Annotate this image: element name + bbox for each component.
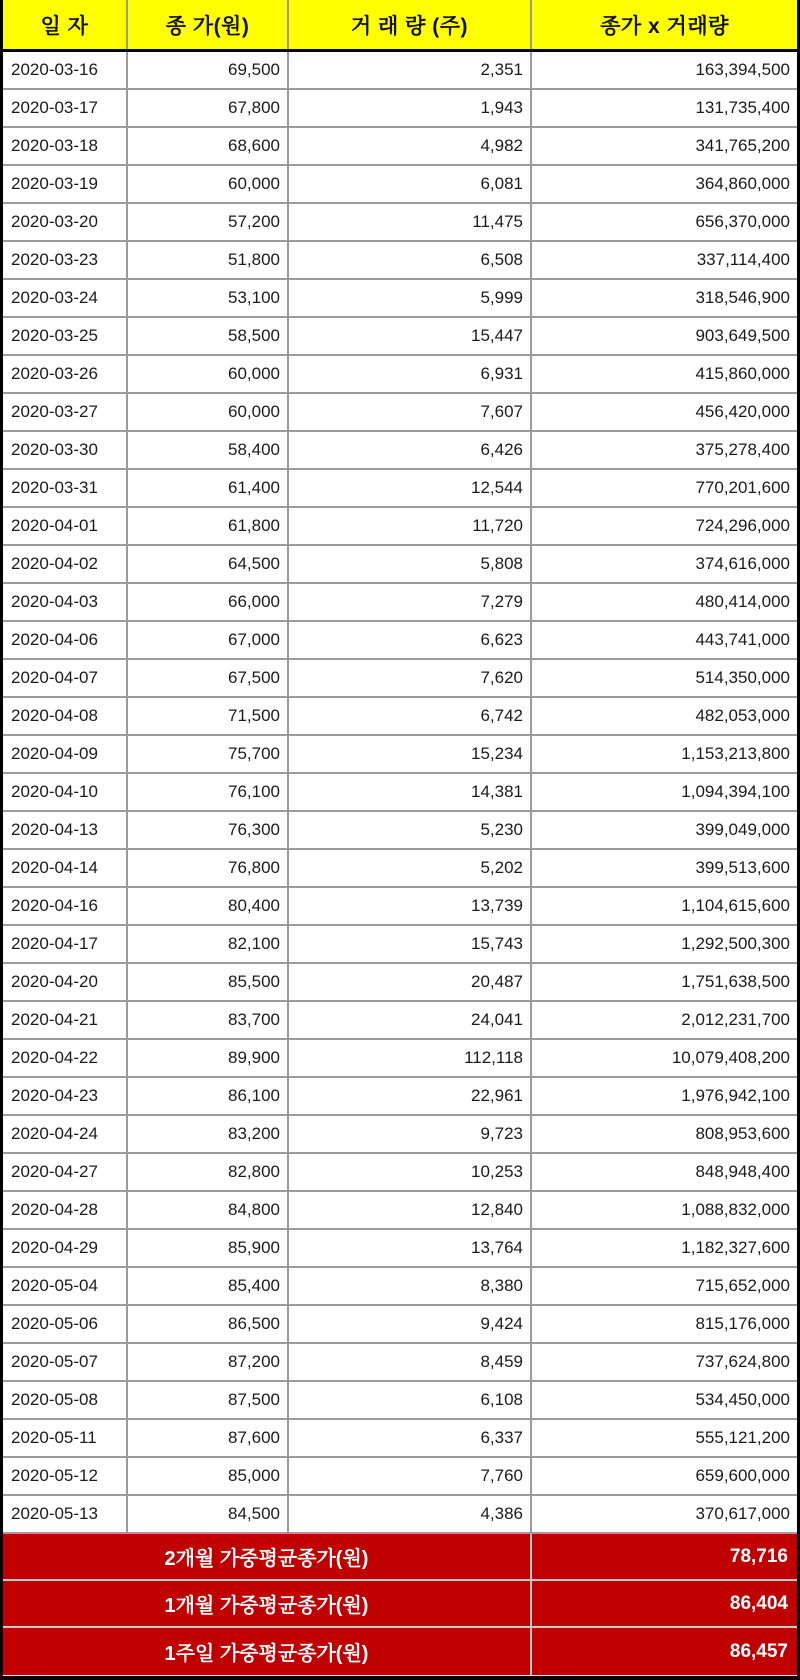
closing-price-cell: 89,900 [128, 1040, 289, 1076]
date-cell: 2020-03-25 [3, 318, 128, 354]
table-row [3, 660, 797, 698]
closing-price-cell: 67,500 [128, 660, 289, 696]
closing-price-cell: 87,500 [128, 1382, 289, 1418]
table-summary [3, 1534, 797, 1675]
date-cell: 2020-03-24 [3, 280, 128, 316]
date-cell: 2020-04-29 [3, 1230, 128, 1266]
closing-price-cell: 67,800 [128, 90, 289, 126]
price-times-volume-cell: 2,012,231,700 [681, 1010, 790, 1029]
closing-price-cell: 58,500 [128, 318, 289, 354]
table-row [3, 584, 797, 622]
price-times-volume-cell: 1,751,638,500 [681, 972, 790, 991]
price-times-volume-cell: 341,765,200 [695, 136, 790, 155]
volume-cell: 22,961 [289, 1078, 532, 1114]
date-cell: 2020-03-23 [3, 242, 128, 278]
price-times-volume-cell: 1,153,213,800 [681, 744, 790, 763]
table-row [3, 1458, 797, 1496]
summary-label: 1개월 가중평균종가(원) [3, 1581, 532, 1626]
price-times-volume-cell: 1,976,942,100 [681, 1086, 790, 1105]
volume-cell: 13,764 [289, 1230, 532, 1266]
date-cell: 2020-05-07 [3, 1344, 128, 1380]
volume-cell: 12,544 [289, 470, 532, 506]
volume-cell: 8,380 [289, 1268, 532, 1304]
volume-cell: 4,386 [289, 1496, 532, 1532]
date-cell: 2020-03-18 [3, 128, 128, 164]
closing-price-cell: 60,000 [128, 166, 289, 202]
closing-price-cell: 75,700 [128, 736, 289, 772]
price-times-volume-cell: 375,278,400 [695, 440, 790, 459]
price-times-volume-cell: 443,741,000 [695, 630, 790, 649]
volume-cell: 11,475 [289, 204, 532, 240]
volume-cell: 7,620 [289, 660, 532, 696]
closing-price-cell: 85,400 [128, 1268, 289, 1304]
table-row [3, 1230, 797, 1268]
price-times-volume-cell: 656,370,000 [695, 212, 790, 231]
price-times-volume-cell: 659,600,000 [695, 1466, 790, 1485]
closing-price-cell: 60,000 [128, 394, 289, 430]
date-cell: 2020-04-21 [3, 1002, 128, 1038]
closing-price-cell: 57,200 [128, 204, 289, 240]
date-cell: 2020-03-17 [3, 90, 128, 126]
volume-cell: 11,720 [289, 508, 532, 544]
date-cell: 2020-04-17 [3, 926, 128, 962]
date-cell: 2020-04-07 [3, 660, 128, 696]
closing-price-cell: 58,400 [128, 432, 289, 468]
date-cell: 2020-05-11 [3, 1420, 128, 1456]
volume-cell: 7,607 [289, 394, 532, 430]
volume-cell: 4,982 [289, 128, 532, 164]
closing-price-cell: 66,000 [128, 584, 289, 620]
date-cell: 2020-03-20 [3, 204, 128, 240]
price-times-volume-cell: 514,350,000 [695, 668, 790, 687]
table-row [3, 1078, 797, 1116]
closing-price-cell: 85,000 [128, 1458, 289, 1494]
closing-price-cell: 60,000 [128, 356, 289, 392]
volume-cell: 6,508 [289, 242, 532, 278]
price-times-volume-cell: 370,617,000 [695, 1504, 790, 1523]
date-cell: 2020-04-24 [3, 1116, 128, 1152]
table-row [3, 1040, 797, 1078]
volume-cell: 10,253 [289, 1154, 532, 1190]
price-times-volume-cell: 1,182,327,600 [681, 1238, 790, 1257]
price-times-volume-cell: 903,649,500 [695, 326, 790, 345]
summary-value: 78,716 [729, 1545, 788, 1567]
date-cell: 2020-04-10 [3, 774, 128, 810]
price-times-volume-cell: 456,420,000 [695, 402, 790, 421]
date-cell: 2020-03-16 [3, 52, 128, 88]
volume-cell: 6,081 [289, 166, 532, 202]
date-cell: 2020-04-28 [3, 1192, 128, 1228]
header-cell-volume: 거 래 량 (주) [289, 0, 532, 49]
table-row [3, 850, 797, 888]
closing-price-cell: 84,500 [128, 1496, 289, 1532]
header-cell-price-times-volume: 종가 x 거래량 [600, 14, 729, 38]
price-times-volume-cell: 163,394,500 [695, 60, 790, 79]
volume-cell: 6,742 [289, 698, 532, 734]
table-row [3, 1116, 797, 1154]
table-row [3, 1420, 797, 1458]
summary-row [3, 1628, 797, 1675]
date-cell: 2020-03-27 [3, 394, 128, 430]
table-row [3, 432, 797, 470]
volume-cell: 8,459 [289, 1344, 532, 1380]
price-times-volume-cell: 715,652,000 [695, 1276, 790, 1295]
date-cell: 2020-04-01 [3, 508, 128, 544]
date-cell: 2020-04-16 [3, 888, 128, 924]
table-row [3, 622, 797, 660]
volume-cell: 9,723 [289, 1116, 532, 1152]
table-row [3, 508, 797, 546]
closing-price-cell: 71,500 [128, 698, 289, 734]
table-row [3, 1002, 797, 1040]
summary-row [3, 1534, 797, 1581]
closing-price-cell: 87,600 [128, 1420, 289, 1456]
date-cell: 2020-04-02 [3, 546, 128, 582]
volume-cell: 5,230 [289, 812, 532, 848]
volume-cell: 1,943 [289, 90, 532, 126]
closing-price-cell: 61,400 [128, 470, 289, 506]
table-row [3, 1306, 797, 1344]
closing-price-cell: 86,100 [128, 1078, 289, 1114]
date-cell: 2020-05-13 [3, 1496, 128, 1532]
closing-price-cell: 67,000 [128, 622, 289, 658]
price-times-volume-cell: 131,735,400 [695, 98, 790, 117]
price-times-volume-cell: 480,414,000 [695, 592, 790, 611]
header-cell-date: 일 자 [3, 0, 128, 49]
volume-cell: 9,424 [289, 1306, 532, 1342]
summary-row [3, 1581, 797, 1628]
table-row [3, 1268, 797, 1306]
volume-cell: 12,840 [289, 1192, 532, 1228]
date-cell: 2020-04-22 [3, 1040, 128, 1076]
volume-cell: 13,739 [289, 888, 532, 924]
table-row [3, 812, 797, 850]
closing-price-cell: 83,700 [128, 1002, 289, 1038]
table-row [3, 128, 797, 166]
table-row [3, 356, 797, 394]
price-times-volume-cell: 808,953,600 [695, 1124, 790, 1143]
summary-value: 86,404 [729, 1592, 788, 1614]
volume-cell: 5,202 [289, 850, 532, 886]
price-times-volume-cell: 815,176,000 [695, 1314, 790, 1333]
table-row [3, 394, 797, 432]
date-cell: 2020-05-08 [3, 1382, 128, 1418]
table-body [3, 52, 797, 1534]
closing-price-cell: 76,800 [128, 850, 289, 886]
date-cell: 2020-05-06 [3, 1306, 128, 1342]
table-row [3, 964, 797, 1002]
volume-cell: 112,118 [289, 1040, 532, 1076]
date-cell: 2020-05-12 [3, 1458, 128, 1494]
closing-price-cell: 76,300 [128, 812, 289, 848]
closing-price-cell: 80,400 [128, 888, 289, 924]
summary-value: 86,457 [729, 1640, 788, 1662]
closing-price-cell: 84,800 [128, 1192, 289, 1228]
closing-price-cell: 53,100 [128, 280, 289, 316]
table-row [3, 52, 797, 90]
table-row [3, 280, 797, 318]
closing-price-cell: 85,900 [128, 1230, 289, 1266]
date-cell: 2020-05-04 [3, 1268, 128, 1304]
date-cell: 2020-04-06 [3, 622, 128, 658]
price-times-volume-cell: 1,088,832,000 [681, 1200, 790, 1219]
price-times-volume-cell: 1,292,500,300 [681, 934, 790, 953]
price-times-volume-cell: 1,104,615,600 [681, 896, 790, 915]
volume-cell: 24,041 [289, 1002, 532, 1038]
volume-cell: 15,234 [289, 736, 532, 772]
table-row [3, 1192, 797, 1230]
table-row [3, 774, 797, 812]
volume-cell: 6,426 [289, 432, 532, 468]
table-row [3, 1496, 797, 1534]
volume-cell: 5,808 [289, 546, 532, 582]
closing-price-cell: 83,200 [128, 1116, 289, 1152]
closing-price-cell: 85,500 [128, 964, 289, 1000]
price-times-volume-cell: 770,201,600 [695, 478, 790, 497]
price-times-volume-cell: 374,616,000 [695, 554, 790, 573]
volume-cell: 15,447 [289, 318, 532, 354]
closing-price-cell: 86,500 [128, 1306, 289, 1342]
table-row [3, 698, 797, 736]
date-cell: 2020-03-19 [3, 166, 128, 202]
price-times-volume-cell: 482,053,000 [695, 706, 790, 725]
price-times-volume-cell: 399,513,600 [695, 858, 790, 877]
summary-label: 1주일 가중평균종가(원) [3, 1628, 532, 1675]
date-cell: 2020-03-26 [3, 356, 128, 392]
volume-cell: 5,999 [289, 280, 532, 316]
table-row [3, 546, 797, 584]
table-row [3, 242, 797, 280]
table-row [3, 318, 797, 356]
price-times-volume-cell: 337,114,400 [696, 250, 790, 269]
volume-cell: 14,381 [289, 774, 532, 810]
volume-cell: 6,337 [289, 1420, 532, 1456]
table-row [3, 204, 797, 242]
price-times-volume-cell: 555,121,200 [695, 1428, 790, 1447]
table-row [3, 90, 797, 128]
price-times-volume-cell: 534,450,000 [695, 1390, 790, 1409]
volume-cell: 15,743 [289, 926, 532, 962]
table-row [3, 888, 797, 926]
summary-label: 2개월 가중평균종가(원) [3, 1534, 532, 1579]
volume-cell: 7,760 [289, 1458, 532, 1494]
volume-cell: 20,487 [289, 964, 532, 1000]
volume-cell: 6,623 [289, 622, 532, 658]
date-cell: 2020-04-20 [3, 964, 128, 1000]
closing-price-cell: 68,600 [128, 128, 289, 164]
table-row [3, 1382, 797, 1420]
header-row [3, 0, 797, 52]
closing-price-cell: 82,800 [128, 1154, 289, 1190]
price-times-volume-cell: 415,860,000 [695, 364, 790, 383]
date-cell: 2020-04-09 [3, 736, 128, 772]
closing-price-cell: 64,500 [128, 546, 289, 582]
date-cell: 2020-04-23 [3, 1078, 128, 1114]
header-cell-closing-price: 종 가(원) [128, 0, 289, 49]
date-cell: 2020-03-30 [3, 432, 128, 468]
date-cell: 2020-04-13 [3, 812, 128, 848]
price-times-volume-cell: 10,079,408,200 [671, 1048, 790, 1067]
date-cell: 2020-04-03 [3, 584, 128, 620]
table-row [3, 736, 797, 774]
table-row [3, 1344, 797, 1382]
price-times-volume-cell: 399,049,000 [695, 820, 790, 839]
volume-cell: 7,279 [289, 584, 532, 620]
closing-price-cell: 61,800 [128, 508, 289, 544]
closing-price-cell: 76,100 [128, 774, 289, 810]
closing-price-cell: 69,500 [128, 52, 289, 88]
date-cell: 2020-03-31 [3, 470, 128, 506]
price-times-volume-cell: 737,624,800 [695, 1352, 790, 1371]
closing-price-cell: 87,200 [128, 1344, 289, 1380]
price-times-volume-cell: 1,094,394,100 [681, 782, 790, 801]
volume-cell: 6,931 [289, 356, 532, 392]
table-row [3, 1154, 797, 1192]
table-row [3, 470, 797, 508]
price-times-volume-cell: 724,296,000 [695, 516, 790, 535]
closing-price-cell: 82,100 [128, 926, 289, 962]
table-row [3, 926, 797, 964]
price-times-volume-cell: 364,860,000 [695, 174, 790, 193]
date-cell: 2020-04-27 [3, 1154, 128, 1190]
volume-cell: 6,108 [289, 1382, 532, 1418]
closing-price-cell: 51,800 [128, 242, 289, 278]
date-cell: 2020-04-14 [3, 850, 128, 886]
price-times-volume-cell: 318,546,900 [695, 288, 790, 307]
volume-cell: 2,351 [289, 52, 532, 88]
date-cell: 2020-04-08 [3, 698, 128, 734]
price-times-volume-cell: 848,948,400 [695, 1162, 790, 1181]
table-row [3, 166, 797, 204]
